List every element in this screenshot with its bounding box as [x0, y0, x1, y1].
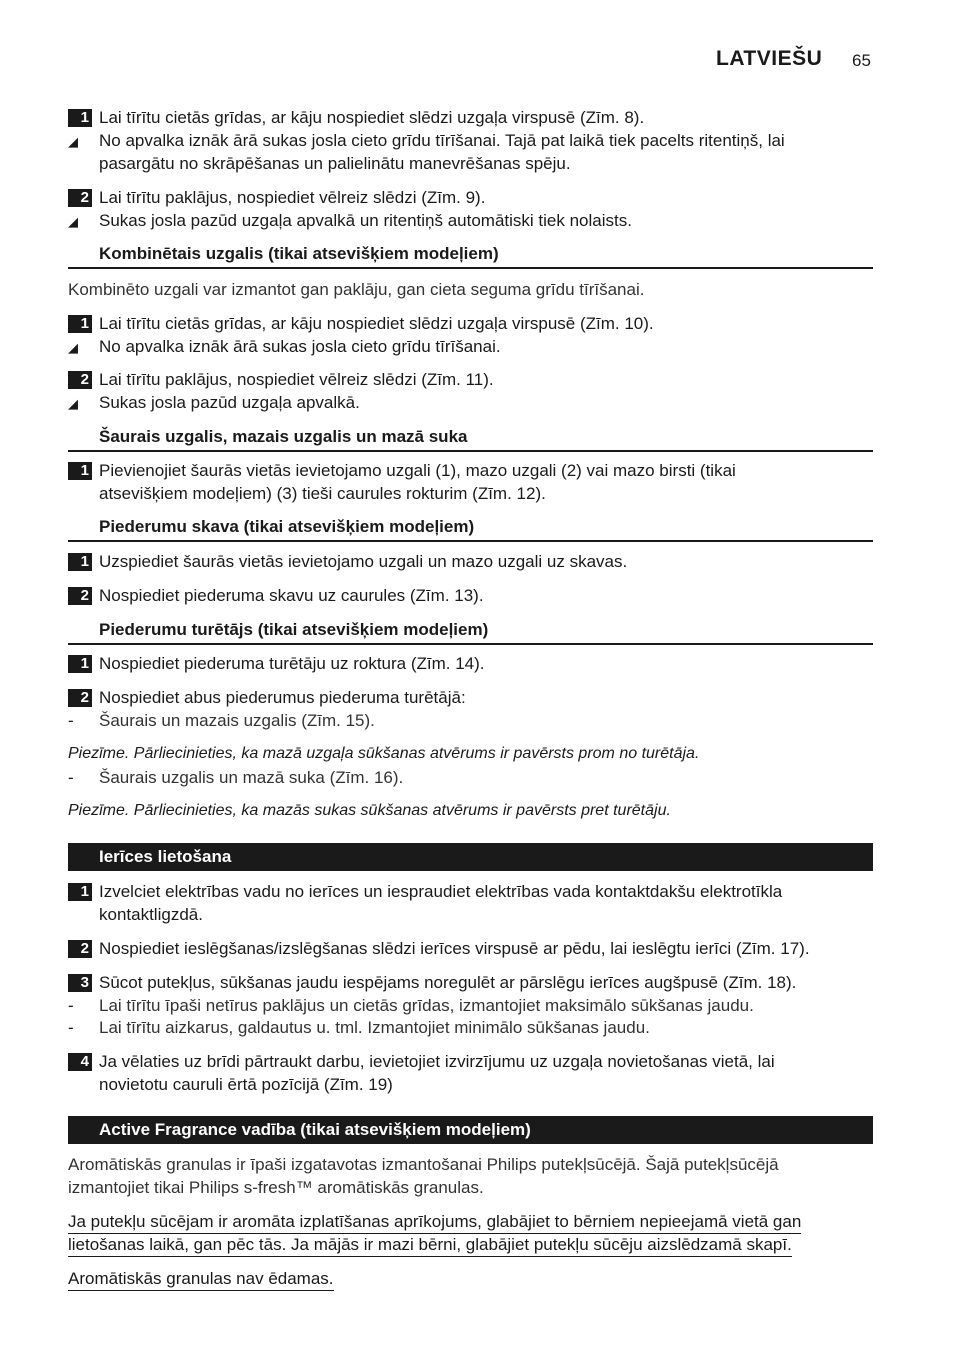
step-number-badge: 1	[68, 462, 92, 480]
result-bullet-icon: ◢	[68, 340, 78, 355]
warning-text: Ja putekļu sūcējam ir aromāta izplatīšanas aprīkojums, glabājiet to bērniem nepieejamā vietā gan	[68, 1210, 801, 1234]
step-number-badge: 1	[68, 883, 92, 901]
section-heading: Kombinētais uzgalis (tikai atsevišķiem modeļiem)	[99, 244, 499, 263]
dash-item-text: Šaurais un mazais uzgalis (Zīm. 15).	[99, 711, 375, 730]
warning-text: lietošanas laikā, gan pēc tās. Ja mājās ir mazi bērni, glabājiet putekļu sūcēju aizslēdzamā skapī.	[68, 1233, 792, 1257]
step-text: Nospiediet piederuma skavu uz caurules (Zīm. 13).	[99, 586, 484, 605]
section-heading: Šaurais uzgalis, mazais uzgalis un mazā suka	[99, 427, 468, 446]
heading-rule	[68, 450, 873, 452]
step-text: Lai tīrītu paklājus, nospiediet vēlreiz slēdzi (Zīm. 9).	[99, 188, 486, 207]
step-text: novietotu cauruli ērtā pozīcijā (Zīm. 19)	[99, 1075, 393, 1094]
step-text: Izvelciet elektrības vadu no ierīces un iespraudiet elektrības vada kontaktdakšu elektrotīkla	[99, 882, 783, 901]
step-text: Lai tīrītu paklājus, nospiediet vēlreiz slēdzi (Zīm. 11).	[99, 370, 494, 389]
result-bullet-icon: ◢	[68, 396, 78, 411]
step-text: kontaktligzdā.	[99, 905, 203, 924]
result-text: No apvalka iznāk ārā sukas josla cieto grīdu tīrīšanai.	[99, 337, 501, 356]
step-text: atsevišķiem modeļiem) (3) tieši caurules rokturim (Zīm. 12).	[99, 484, 546, 503]
step-number-badge: 2	[68, 189, 92, 207]
step-number-badge: 3	[68, 974, 92, 992]
section-heading: Ierīces lietošana	[99, 847, 232, 866]
step-number-badge: 2	[68, 940, 92, 958]
heading-rule	[68, 267, 873, 269]
page-number: 65	[852, 51, 871, 70]
note-text: Piezīme. Pārliecinieties, ka mazā uzgaļa sūkšanas atvērums ir pavērsts prom no turētāja.	[68, 745, 700, 762]
result-text: pasargātu no skrāpēšanas un palielinātu manevrēšanas spēju.	[99, 154, 571, 173]
step-text: Ja vēlaties uz brīdi pārtraukt darbu, ievietojiet izvirzījumu uz uzgaļa novietošanas vietā, lai	[99, 1052, 775, 1071]
step-text: Uzspiediet šaurās vietās ievietojamo uzgali un mazo uzgali uz skavas.	[99, 552, 628, 571]
step-number-badge: 2	[68, 371, 92, 389]
step-text: Lai tīrītu cietās grīdas, ar kāju nospiediet slēdzi uzgaļa virspusē (Zīm. 8).	[99, 108, 645, 127]
paragraph-text: Aromātiskās granulas ir īpaši izgatavotas izmantošanai Philips putekļsūcējā. Šajā putekļsūcējā	[68, 1155, 779, 1174]
result-text: Sukas josla pazūd uzgaļa apvalkā un ritentiņš automātiski tiek nolaists.	[99, 211, 632, 230]
step-number-badge: 1	[68, 553, 92, 571]
step-text: Nospiediet abus piederumus piederuma turētājā:	[99, 688, 466, 707]
result-bullet-icon: ◢	[68, 134, 78, 149]
paragraph-text: izmantojiet tikai Philips s-fresh™ aromātiskās granulas.	[68, 1178, 484, 1197]
result-text: Sukas josla pazūd uzgaļa apvalkā.	[99, 393, 360, 412]
step-number-badge: 2	[68, 689, 92, 707]
section-heading: Piederumu turētājs (tikai atsevišķiem modeļiem)	[99, 620, 489, 639]
note-text: Piezīme. Pārliecinieties, ka mazās sukas sūkšanas atvērums ir pavērsts pret turētāju.	[68, 802, 671, 819]
dash-marker: -	[68, 1018, 74, 1037]
step-number-badge: 1	[68, 109, 92, 127]
step-number-badge: 1	[68, 655, 92, 673]
dash-item-text: Lai tīrītu īpaši netīrus paklājus un cietās grīdas, izmantojiet maksimālo sūkšanas jaudu.	[99, 996, 754, 1015]
step-text: Nospiediet piederuma turētāju uz roktura (Zīm. 14).	[99, 654, 485, 673]
step-text: Pievienojiet šaurās vietās ievietojamo uzgali (1), mazo uzgali (2) vai mazo birsti (tikai	[99, 461, 736, 480]
step-number-badge: 4	[68, 1053, 92, 1071]
warning-text: Aromātiskās granulas nav ēdamas.	[68, 1267, 334, 1291]
dash-marker: -	[68, 768, 74, 787]
step-number-badge: 1	[68, 315, 92, 333]
section-heading: Piederumu skava (tikai atsevišķiem modeļiem)	[99, 517, 475, 536]
result-text: No apvalka iznāk ārā sukas josla cieto grīdu tīrīšanai. Tajā pat laikā tiek pacelts ritentiņš, lai	[99, 131, 785, 150]
dash-marker: -	[68, 996, 74, 1015]
step-text: Nospiediet ieslēgšanas/izslēgšanas slēdzi ierīces virspusē ar pēdu, lai ieslēgtu ierīci (Zīm. 17).	[99, 939, 810, 958]
section-heading-bar	[68, 843, 873, 871]
step-text: Sūcot putekļus, sūkšanas jaudu iespējams noregulēt ar pārslēgu ierīces augšpusē (Zīm. 18).	[99, 973, 797, 992]
step-number-badge: 2	[68, 587, 92, 605]
language-label: LATVIEŠU	[716, 47, 823, 70]
section-heading: Active Fragrance vadība (tikai atsevišķiem modeļiem)	[99, 1120, 531, 1139]
dash-marker: -	[68, 711, 74, 730]
dash-item-text: Lai tīrītu aizkarus, galdautus u. tml. Izmantojiet minimālo sūkšanas jaudu.	[99, 1018, 650, 1037]
heading-rule	[68, 643, 873, 645]
result-bullet-icon: ◢	[68, 214, 78, 229]
section-heading-bar	[68, 1116, 873, 1144]
intro-text: Kombinēto uzgali var izmantot gan paklāju, gan cieta seguma grīdu tīrīšanai.	[68, 280, 645, 299]
heading-rule	[68, 540, 873, 542]
dash-item-text: Šaurais uzgalis un mazā suka (Zīm. 16).	[99, 768, 404, 787]
step-text: Lai tīrītu cietās grīdas, ar kāju nospiediet slēdzi uzgaļa virspusē (Zīm. 10).	[99, 314, 654, 333]
